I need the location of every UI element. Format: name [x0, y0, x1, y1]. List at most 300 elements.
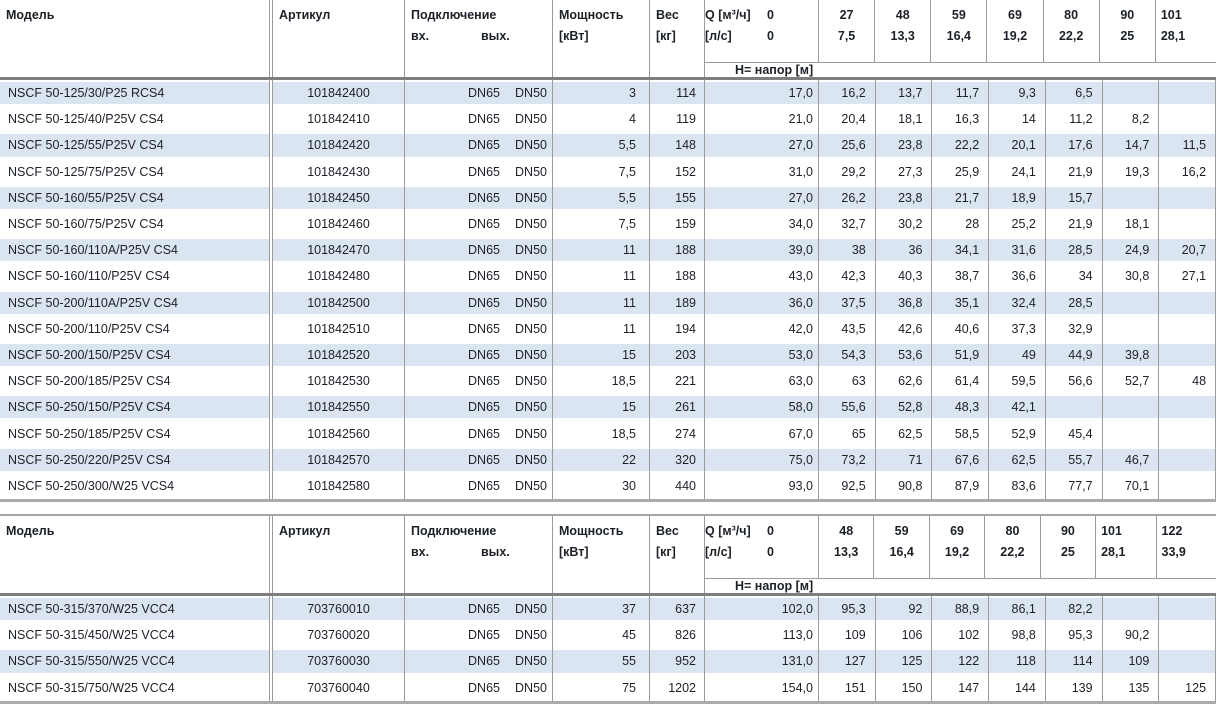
flow-zero-column-header [705, 516, 819, 578]
head-cell: 98,8 [989, 622, 1046, 648]
table-row [0, 447, 1216, 473]
model-cell: NSCF 50-200/110A/P25V CS4 [0, 290, 273, 316]
inlet-size: DN65 [468, 628, 500, 643]
connection-cell [405, 447, 553, 473]
flow-m3h-value: 122 [1161, 524, 1183, 538]
inlet-size: DN65 [468, 217, 500, 232]
head-cell: 20,7 [1159, 237, 1216, 263]
flow-ls-unit-label: [л/с] [705, 29, 732, 43]
head-cell: 62,6 [876, 368, 933, 394]
head-cell: 11,5 [1159, 132, 1216, 158]
power-cell: 7,5 [553, 159, 650, 185]
head-cell: 48 [1159, 368, 1216, 394]
head-cell: 22,2 [932, 132, 989, 158]
outlet-size: DN50 [515, 374, 547, 389]
head-row-label: Н= напор [м] [705, 578, 1216, 593]
column-header-connection [405, 516, 553, 593]
article-cell: 101842420 [273, 132, 405, 158]
article-cell: 101842400 [273, 80, 405, 106]
connection-title: Подключение [411, 524, 497, 538]
head-cell: 15,7 [1046, 185, 1103, 211]
power-cell: 45 [553, 622, 650, 648]
head-cell: 18,1 [1103, 211, 1160, 237]
head-cell: 25,2 [989, 211, 1046, 237]
head-cell [1159, 447, 1216, 473]
flow-ls-value: 25 [1120, 29, 1135, 43]
flow-zero-column-header [705, 0, 819, 62]
connection-cell [405, 263, 553, 289]
model-cell: NSCF 50-160/75/P25V CS4 [0, 211, 273, 237]
weight-cell: 274 [650, 420, 705, 446]
model-cell: NSCF 50-125/75/P25V CS4 [0, 159, 273, 185]
flow-zero-value: 0 [767, 8, 774, 22]
connection-cell [405, 368, 553, 394]
column-header-connection [405, 0, 553, 77]
head-cell [1046, 394, 1103, 420]
weight-label-line1: Вес [656, 524, 679, 538]
flow-ls-value: 13,3 [890, 29, 915, 43]
table-body [0, 80, 1216, 499]
outlet-size: DN50 [515, 452, 547, 467]
head-cell: 17,6 [1046, 132, 1103, 158]
table-row [0, 342, 1216, 368]
head-cell [1103, 394, 1160, 420]
head-cell: 62,5 [876, 420, 933, 446]
head-cell: 14 [989, 106, 1046, 132]
weight-cell: 440 [650, 473, 705, 499]
head-cell: 62,5 [989, 447, 1046, 473]
table-row [0, 368, 1216, 394]
head-cell: 30,8 [1103, 263, 1160, 289]
head-cell: 46,7 [1103, 447, 1160, 473]
head-cell [1159, 316, 1216, 342]
connection-title: Подключение [411, 8, 497, 22]
model-cell: NSCF 50-315/550/W25 VCC4 [0, 648, 273, 674]
head-at-zero-cell: 21,0 [705, 106, 819, 132]
inlet-label: вх. [411, 545, 430, 559]
flow-ls-unit-label: [л/с] [705, 545, 732, 559]
inlet-size: DN65 [468, 602, 500, 617]
head-cell: 28 [932, 211, 989, 237]
outlet-size: DN50 [515, 680, 547, 695]
connection-cell [405, 290, 553, 316]
head-cell: 37,3 [989, 316, 1046, 342]
head-cell: 150 [876, 675, 933, 701]
flow-ls-value: 19,2 [944, 545, 970, 559]
article-cell: 101842570 [273, 447, 405, 473]
head-cell: 27,1 [1159, 263, 1216, 289]
head-cell: 42,6 [876, 316, 933, 342]
flow-unit-row [705, 521, 818, 542]
flow-column-header [1156, 0, 1216, 62]
inlet-size: DN65 [468, 243, 500, 258]
head-at-zero-cell: 67,0 [705, 420, 819, 446]
head-cell: 39,8 [1103, 342, 1160, 368]
head-cell [1103, 596, 1160, 622]
inlet-size: DN65 [468, 321, 500, 336]
head-cell: 106 [876, 622, 933, 648]
power-label-line1: Мощность [559, 524, 624, 538]
flow-m3h-value: 59 [894, 524, 909, 538]
weight-label-line2: [кг] [656, 29, 676, 43]
article-cell: 703760020 [273, 622, 405, 648]
table-row [0, 290, 1216, 316]
head-cell: 28,5 [1046, 290, 1103, 316]
head-cell [1159, 211, 1216, 237]
table-row [0, 394, 1216, 420]
head-cell: 16,3 [932, 106, 989, 132]
column-header-article [273, 516, 405, 593]
weight-cell: 320 [650, 447, 705, 473]
head-cell: 42,1 [989, 394, 1046, 420]
flow-ls-value: 22,2 [1000, 545, 1025, 559]
head-cell: 25,6 [819, 132, 876, 158]
flow-column-header [874, 516, 929, 578]
article-cell: 101842510 [273, 316, 405, 342]
head-cell: 19,3 [1103, 159, 1160, 185]
head-cell: 27,3 [876, 159, 933, 185]
head-row-label: Н= напор [м] [705, 62, 1216, 77]
head-cell: 23,8 [876, 185, 933, 211]
model-cell: NSCF 50-315/450/W25 VCC4 [0, 622, 273, 648]
flow-head-header-area [705, 0, 1216, 77]
flow-column-header [985, 516, 1040, 578]
head-cell [1103, 420, 1160, 446]
head-cell [1159, 473, 1216, 499]
flow-column-header [987, 0, 1043, 62]
inlet-size: DN65 [468, 295, 500, 310]
inlet-size: DN65 [468, 400, 500, 415]
table-row [0, 316, 1216, 342]
connection-cell [405, 80, 553, 106]
head-cell: 25,9 [932, 159, 989, 185]
flow-ls-value: 28,1 [1101, 545, 1126, 559]
column-header-model-label: Модель [6, 8, 55, 22]
head-cell: 114 [1046, 648, 1103, 674]
head-cell: 21,7 [932, 185, 989, 211]
article-cell: 101842530 [273, 368, 405, 394]
head-cell: 21,9 [1046, 211, 1103, 237]
head-cell: 38 [819, 237, 876, 263]
table-row [0, 159, 1216, 185]
flow-ls-zero-value: 0 [767, 545, 774, 559]
head-cell: 67,6 [932, 447, 989, 473]
head-cell: 59,5 [989, 368, 1046, 394]
column-header-model-label: Модель [6, 524, 55, 538]
head-at-zero-cell: 63,0 [705, 368, 819, 394]
table-row [0, 132, 1216, 158]
head-cell: 8,2 [1103, 106, 1160, 132]
head-cell [1103, 80, 1160, 106]
table-row [0, 106, 1216, 132]
head-cell: 42,3 [819, 263, 876, 289]
head-cell: 32,9 [1046, 316, 1103, 342]
article-cell: 101842450 [273, 185, 405, 211]
model-cell: NSCF 50-160/55/P25V CS4 [0, 185, 273, 211]
table-row [0, 420, 1216, 446]
article-cell: 101842560 [273, 420, 405, 446]
power-cell: 11 [553, 237, 650, 263]
connection-cell [405, 622, 553, 648]
head-cell: 11,7 [932, 80, 989, 106]
head-cell [1159, 106, 1216, 132]
table-row [0, 473, 1216, 499]
table-header [0, 0, 1216, 77]
model-cell: NSCF 50-160/110A/P25V CS4 [0, 237, 273, 263]
head-cell: 28,5 [1046, 237, 1103, 263]
head-cell: 70,1 [1103, 473, 1160, 499]
head-cell: 95,3 [1046, 622, 1103, 648]
outlet-size: DN50 [515, 602, 547, 617]
outlet-size: DN50 [515, 654, 547, 669]
power-cell: 75 [553, 675, 650, 701]
head-cell [1159, 420, 1216, 446]
power-cell: 18,5 [553, 420, 650, 446]
head-cell: 34 [1046, 263, 1103, 289]
head-cell: 139 [1046, 675, 1103, 701]
head-cell: 40,3 [876, 263, 933, 289]
outlet-size: DN50 [515, 321, 547, 336]
flow-ls-value: 7,5 [837, 29, 856, 43]
outlet-size: DN50 [515, 347, 547, 362]
article-cell: 101842460 [273, 211, 405, 237]
head-cell: 63 [819, 368, 876, 394]
head-cell: 35,1 [932, 290, 989, 316]
head-cell: 90,8 [876, 473, 933, 499]
head-cell: 109 [1103, 648, 1160, 674]
head-cell [1159, 394, 1216, 420]
head-cell: 13,7 [876, 80, 933, 106]
head-cell: 34,1 [932, 237, 989, 263]
connection-cell [405, 159, 553, 185]
head-cell: 26,2 [819, 185, 876, 211]
article-cell: 101842430 [273, 159, 405, 185]
connection-cell [405, 675, 553, 701]
head-at-zero-cell: 34,0 [705, 211, 819, 237]
flow-column-header [931, 0, 987, 62]
head-at-zero-cell: 43,0 [705, 263, 819, 289]
power-cell: 4 [553, 106, 650, 132]
power-cell: 15 [553, 394, 650, 420]
power-label-line1: Мощность [559, 8, 624, 22]
head-cell: 20,4 [819, 106, 876, 132]
flow-unit-label: Q [м³/ч] [705, 524, 751, 538]
head-cell: 88,9 [932, 596, 989, 622]
head-cell: 56,6 [1046, 368, 1103, 394]
head-cell: 73,2 [819, 447, 876, 473]
model-cell: NSCF 50-125/40/P25V CS4 [0, 106, 273, 132]
head-cell: 23,8 [876, 132, 933, 158]
flow-column-header [819, 516, 874, 578]
flow-column-header [1157, 516, 1216, 578]
head-cell [1159, 342, 1216, 368]
article-cell: 703760030 [273, 648, 405, 674]
flow-unit-row [705, 5, 818, 26]
flow-ls-unit-row [705, 542, 818, 563]
table-header [0, 516, 1216, 593]
head-cell: 18,1 [876, 106, 933, 132]
flow-m3h-value: 48 [839, 524, 854, 538]
article-cell: 101842580 [273, 473, 405, 499]
head-cell: 144 [989, 675, 1046, 701]
flow-column-header [819, 0, 875, 62]
head-cell: 54,3 [819, 342, 876, 368]
head-cell: 21,9 [1046, 159, 1103, 185]
head-cell: 48,3 [932, 394, 989, 420]
head-at-zero-cell: 154,0 [705, 675, 819, 701]
head-cell: 92 [876, 596, 933, 622]
outlet-size: DN50 [515, 478, 547, 493]
model-cell: NSCF 50-125/30/P25 RCS4 [0, 80, 273, 106]
flow-m3h-value: 59 [951, 8, 966, 22]
inlet-size: DN65 [468, 112, 500, 127]
connection-cell [405, 237, 553, 263]
connection-cell [405, 132, 553, 158]
head-cell: 16,2 [819, 80, 876, 106]
head-cell: 45,4 [1046, 420, 1103, 446]
model-cell: NSCF 50-315/750/W25 VCC4 [0, 675, 273, 701]
table-row [0, 80, 1216, 106]
flow-ls-zero-value: 0 [767, 29, 774, 43]
outlet-size: DN50 [515, 217, 547, 232]
flow-column-header [1041, 516, 1096, 578]
head-cell: 24,1 [989, 159, 1046, 185]
table-row [0, 596, 1216, 622]
model-cell: NSCF 50-315/370/W25 VCC4 [0, 596, 273, 622]
power-cell: 11 [553, 263, 650, 289]
head-cell: 37,5 [819, 290, 876, 316]
power-label-line2: [кВт] [559, 29, 589, 43]
pump-table [0, 514, 1216, 704]
model-cell: NSCF 50-125/55/P25V CS4 [0, 132, 273, 158]
head-cell: 24,9 [1103, 237, 1160, 263]
flow-m3h-value: 80 [1005, 524, 1020, 538]
table-bottom-rule [0, 499, 1216, 502]
weight-cell: 188 [650, 263, 705, 289]
head-cell [1159, 185, 1216, 211]
power-cell: 30 [553, 473, 650, 499]
head-at-zero-cell: 75,0 [705, 447, 819, 473]
table-bottom-rule [0, 701, 1216, 704]
head-cell [1159, 596, 1216, 622]
flow-column-header [875, 0, 931, 62]
head-cell: 52,9 [989, 420, 1046, 446]
inlet-size: DN65 [468, 190, 500, 205]
power-cell: 11 [553, 290, 650, 316]
connection-cell [405, 420, 553, 446]
head-cell: 11,2 [1046, 106, 1103, 132]
outlet-size: DN50 [515, 426, 547, 441]
column-header-weight [650, 516, 705, 593]
flow-m3h-value: 69 [950, 524, 964, 538]
power-label-line2: [кВт] [559, 545, 589, 559]
inlet-size: DN65 [468, 680, 500, 695]
flow-columns-header [705, 516, 1216, 578]
power-cell: 5,5 [553, 132, 650, 158]
head-at-zero-cell: 39,0 [705, 237, 819, 263]
inlet-label: вх. [411, 29, 430, 43]
head-cell: 40,6 [932, 316, 989, 342]
head-at-zero-cell: 113,0 [705, 622, 819, 648]
head-at-zero-cell: 42,0 [705, 316, 819, 342]
inlet-size: DN65 [468, 374, 500, 389]
article-cell: 101842550 [273, 394, 405, 420]
flow-column-header [1096, 516, 1156, 578]
head-cell: 51,9 [932, 342, 989, 368]
power-cell: 55 [553, 648, 650, 674]
head-cell: 77,7 [1046, 473, 1103, 499]
head-cell: 49 [989, 342, 1046, 368]
head-cell: 90,2 [1103, 622, 1160, 648]
model-cell: NSCF 50-250/185/P25V CS4 [0, 420, 273, 446]
flow-ls-value: 25 [1060, 545, 1075, 559]
flow-columns-header [705, 0, 1216, 62]
head-cell: 118 [989, 648, 1046, 674]
table-row [0, 237, 1216, 263]
head-at-zero-cell: 53,0 [705, 342, 819, 368]
head-cell: 20,1 [989, 132, 1046, 158]
head-cell: 109 [819, 622, 876, 648]
head-cell: 43,5 [819, 316, 876, 342]
head-cell: 151 [819, 675, 876, 701]
outlet-label: вых. [481, 29, 510, 43]
weight-cell: 952 [650, 648, 705, 674]
weight-cell: 826 [650, 622, 705, 648]
head-cell: 53,6 [876, 342, 933, 368]
head-cell: 122 [932, 648, 989, 674]
model-cell: NSCF 50-200/110/P25V CS4 [0, 316, 273, 342]
column-header-article [273, 0, 405, 77]
head-cell: 58,5 [932, 420, 989, 446]
inlet-size: DN65 [468, 164, 500, 179]
head-cell: 30,2 [876, 211, 933, 237]
head-cell: 125 [1159, 675, 1216, 701]
head-at-zero-cell: 17,0 [705, 80, 819, 106]
head-cell: 18,9 [989, 185, 1046, 211]
article-cell: 101842520 [273, 342, 405, 368]
outlet-size: DN50 [515, 400, 547, 415]
table-row [0, 263, 1216, 289]
flow-column-header [1100, 0, 1156, 62]
head-at-zero-cell: 102,0 [705, 596, 819, 622]
power-cell: 7,5 [553, 211, 650, 237]
flow-m3h-value: 101 [1160, 8, 1182, 22]
inlet-size: DN65 [468, 478, 500, 493]
outlet-label: вых. [481, 545, 510, 559]
column-header-article-label: Артикул [279, 8, 331, 22]
connection-cell [405, 648, 553, 674]
head-at-zero-cell: 27,0 [705, 132, 819, 158]
head-cell: 147 [932, 675, 989, 701]
inlet-size: DN65 [468, 426, 500, 441]
flow-ls-value: 19,2 [1002, 29, 1028, 43]
weight-cell: 194 [650, 316, 705, 342]
connection-cell [405, 473, 553, 499]
head-cell: 87,9 [932, 473, 989, 499]
head-at-zero-cell: 93,0 [705, 473, 819, 499]
connection-sublabels [411, 542, 552, 563]
head-cell [1159, 648, 1216, 674]
head-cell: 38,7 [932, 263, 989, 289]
flow-m3h-value: 101 [1101, 524, 1122, 538]
column-header-power [553, 516, 650, 593]
power-cell: 22 [553, 447, 650, 473]
weight-label-line1: Вес [656, 8, 679, 22]
outlet-size: DN50 [515, 190, 547, 205]
head-cell: 82,2 [1046, 596, 1103, 622]
connection-cell [405, 394, 553, 420]
flow-column-header [930, 516, 985, 578]
